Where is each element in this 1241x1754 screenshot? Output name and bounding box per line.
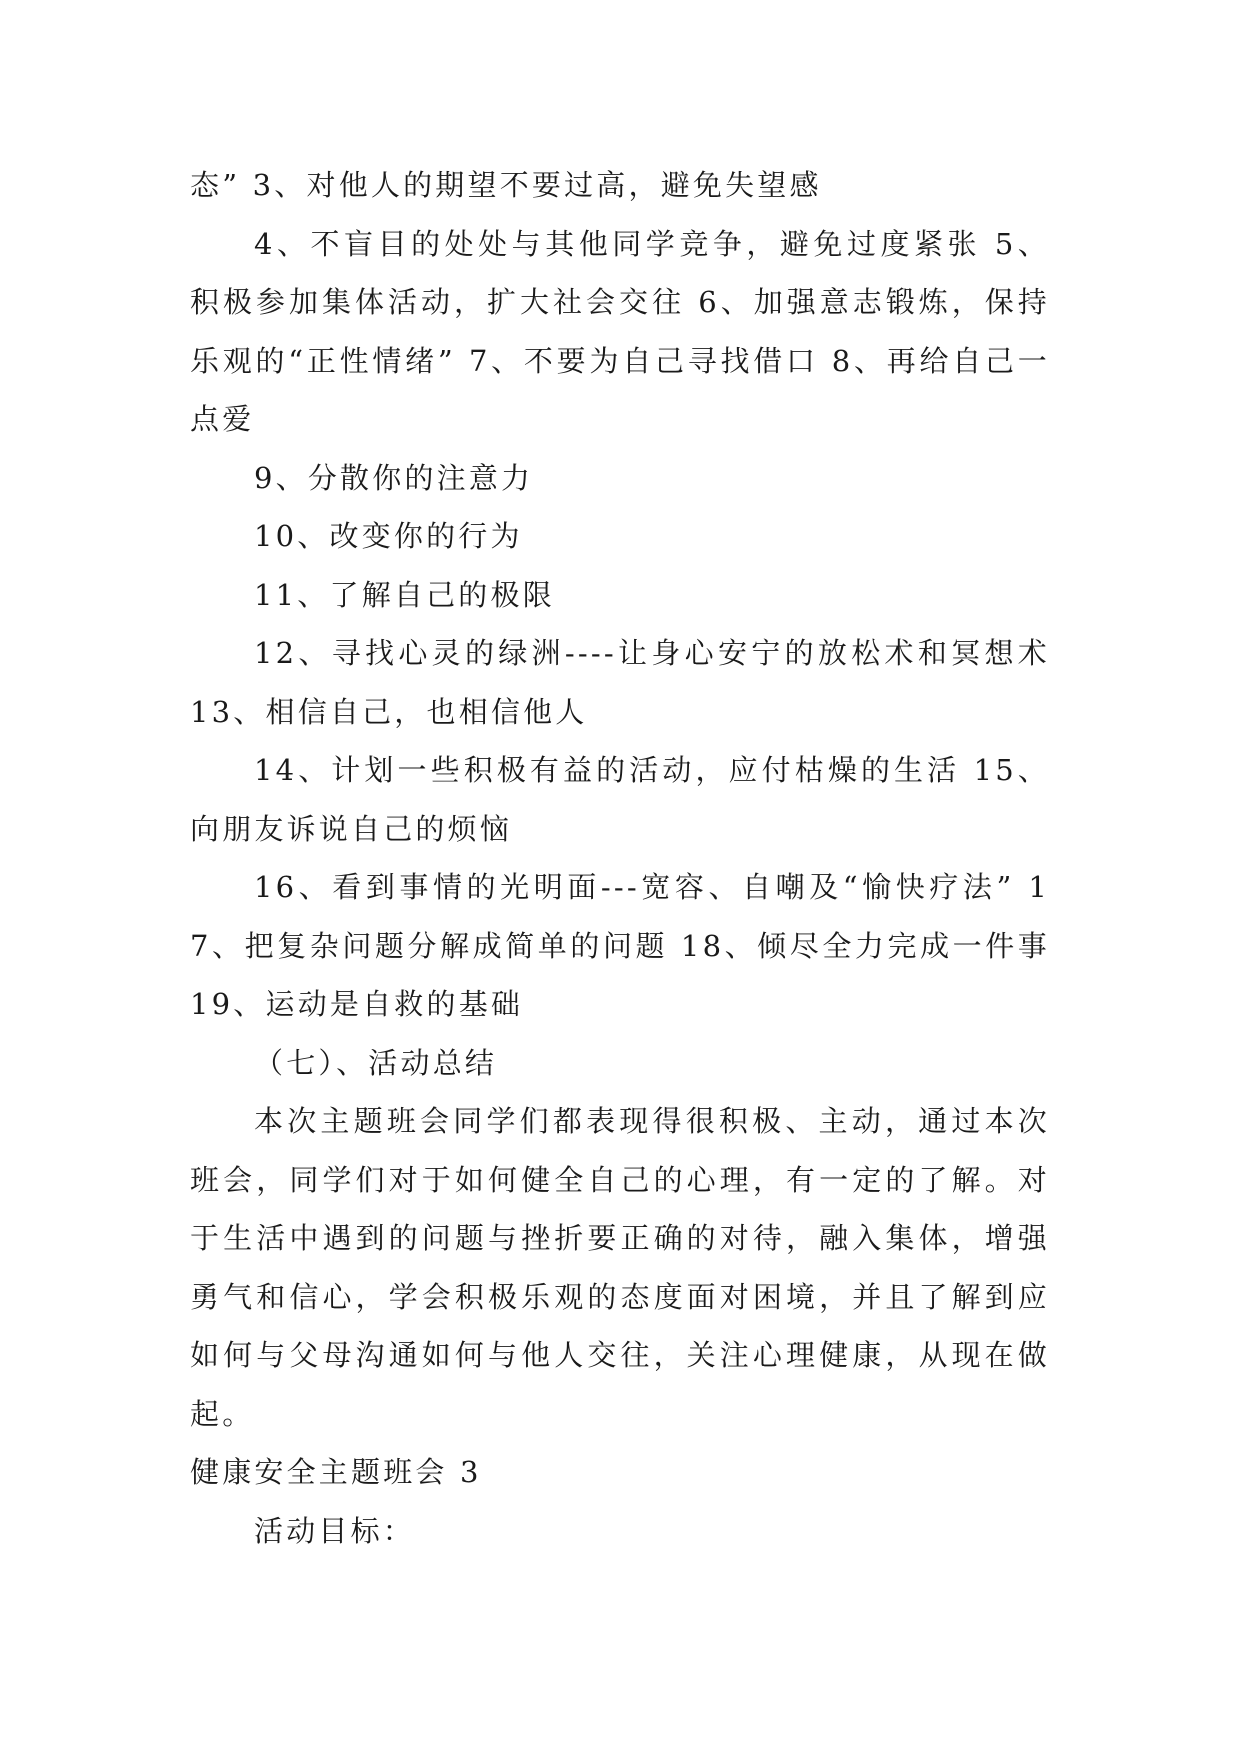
document-body [190, 156, 1050, 1560]
section-title-health-safety: 健康安全主题班会 3 [190, 1455, 482, 1489]
paragraph-3: 9、分散你的注意力 [254, 460, 534, 495]
paragraph-5: 11、了解自己的极限 [254, 577, 555, 612]
paragraph-7: 14、计划一些积极有益的活动，应付枯燥的生活 15、向朋友诉说自己的烦恼 [190, 753, 1050, 846]
paragraph-1: 态” 3、对他人的期望不要过高，避免失望感 [190, 168, 822, 202]
paragraph-8: 16、看到事情的光明面---宽容、自嘲及“愉快疗法” 17、把复杂问题分解成简单的问题 18、倾尽全力完成一件事 19、运动是自救的基础 [190, 870, 1050, 1021]
paragraph-4: 10、改变你的行为 [254, 519, 523, 553]
paragraph-2: 4、不盲目的处处与其他同学竞争，避免过度紧张 5、积极参加集体活动，扩大社会交往 6、加强意志锻炼，保持乐观的“正性情绪” 7、不要为自己寻找借口 8、再给自己一点爱 [190, 226, 1050, 436]
paragraph-6: 12、寻找心灵的绿洲----让身心安宁的放松术和冥想术 13、相信自己，也相信他人 [190, 636, 1050, 729]
paragraph-summary: 本次主题班会同学们都表现得很积极、主动，通过本次班会，同学们对于如何健全自己的心理，有一定的了解。对于生活中遇到的问题与挫折要正确的对待，融入集体，增强勇气和信心，学会积极乐观的态度面对困境，并且了解到应如何与父母沟通如何与他人交往，关注心理健康，从现在做起。 [190, 1104, 1050, 1431]
paragraph-activity-goal: 活动目标： [254, 1513, 416, 1548]
section-heading-activity-summary: （七）、活动总结 [254, 1045, 498, 1080]
